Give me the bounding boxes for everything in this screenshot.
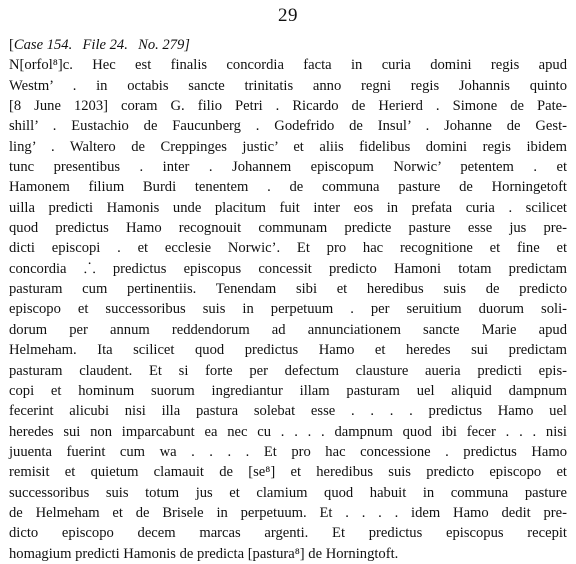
case-label: Case 154. (13, 37, 73, 53)
text-line: successoribus suis totum jus et clamium quod habuit in communa pasture (9, 484, 567, 501)
text-line: episcopo et successoribus suis in perpetuum . per seruitium duorum soli- (9, 301, 567, 318)
file-label: File 24. (82, 37, 128, 53)
text-line: heredes sui non imparcabunt ea nec cu . . . . dampnum quod ibi fecer . . . nisi (9, 423, 567, 440)
text-line: remisit et quietum clamauit de [se⁸] et heredibus suis predicto episcopo et (9, 464, 567, 481)
text-line: dicti episcopi . et ecclesie Norwic’. Et pro hac recognitione et fine et (9, 240, 567, 257)
text-line: shill’ . Eustachio de Faucunberg . Godefrido de Insul’ . Johanne de Gest- (9, 118, 567, 135)
page-number: 29 (278, 5, 298, 26)
text-line: [8 June 1203] coram G. filio Petri . Ricardo de Herierd . Simone de Pate- (9, 98, 567, 115)
text-line: pasturam claudent. Et si forte per defectum clausture aueria predicti epis- (9, 362, 567, 379)
text-line: de Helmeham et de Brisele in perpetuum. Et . . . . idem Hamo dedit pre- (9, 504, 567, 521)
text-line: juuenta fuerint cum wa . . . . Et pro hac concessione . predictus Hamo (9, 443, 567, 460)
number-label: No. 279] (138, 37, 190, 53)
text-line: dicto episcopo decem marcas argenti. Et predictus episcopus recepit (9, 525, 567, 542)
text-line: homagium predicti Hamonis de predicta [pastura⁸] de Horningtoft. (9, 545, 399, 562)
text-line: ling’ . Waltero de Creppinges justic’ et aliis fidelibus domini regis ibidem (9, 138, 567, 155)
text-line: N[orfol⁸]c. Hec est finalis concordia facta in curia domini regis apud (9, 57, 567, 74)
text-line: uilla predicti Hamonis unde placitum fuit inter eos in prefata curia . scilicet (9, 199, 567, 216)
text-line: Helmeham. Ita scilicet quod predictus Hamo et heredes sui predictam (9, 342, 567, 359)
text-line: Hamonem filium Burdi tenentem . de communa pasture de Horningetoft (9, 179, 567, 196)
case-header-bracket: [ (9, 37, 14, 53)
text-line: tunc presentibus . inter . Johannem episcopum Norwic’ petentem . et (9, 159, 567, 176)
document-body (9, 35, 567, 564)
text-line: copi et hominum suorum ingrediantur illam pasturam uel aliquid dampnum (9, 382, 567, 399)
text-line: quod predictus Hamo recognouit communam predicte pasture esse jus pre- (9, 220, 567, 237)
text-line: concordia ⸫ predictus episcopus concessit predicto Hamoni totam predictam (9, 260, 567, 277)
text-line: Westm’ . in octabis sancte trinitatis anno regni regis Johannis quinto (9, 77, 567, 94)
case-header (9, 35, 567, 55)
text-line: fecerint alicubi nisi illa pastura solebat esse . . . . predictus Hamo uel (9, 403, 567, 420)
text-line: pasturam cum pertinentiis. Tenendam sibi et heredibus suis de predicto (9, 281, 567, 298)
text-line: dorum per annum reddendorum ad annunciationem sancte Marie apud (9, 321, 567, 338)
